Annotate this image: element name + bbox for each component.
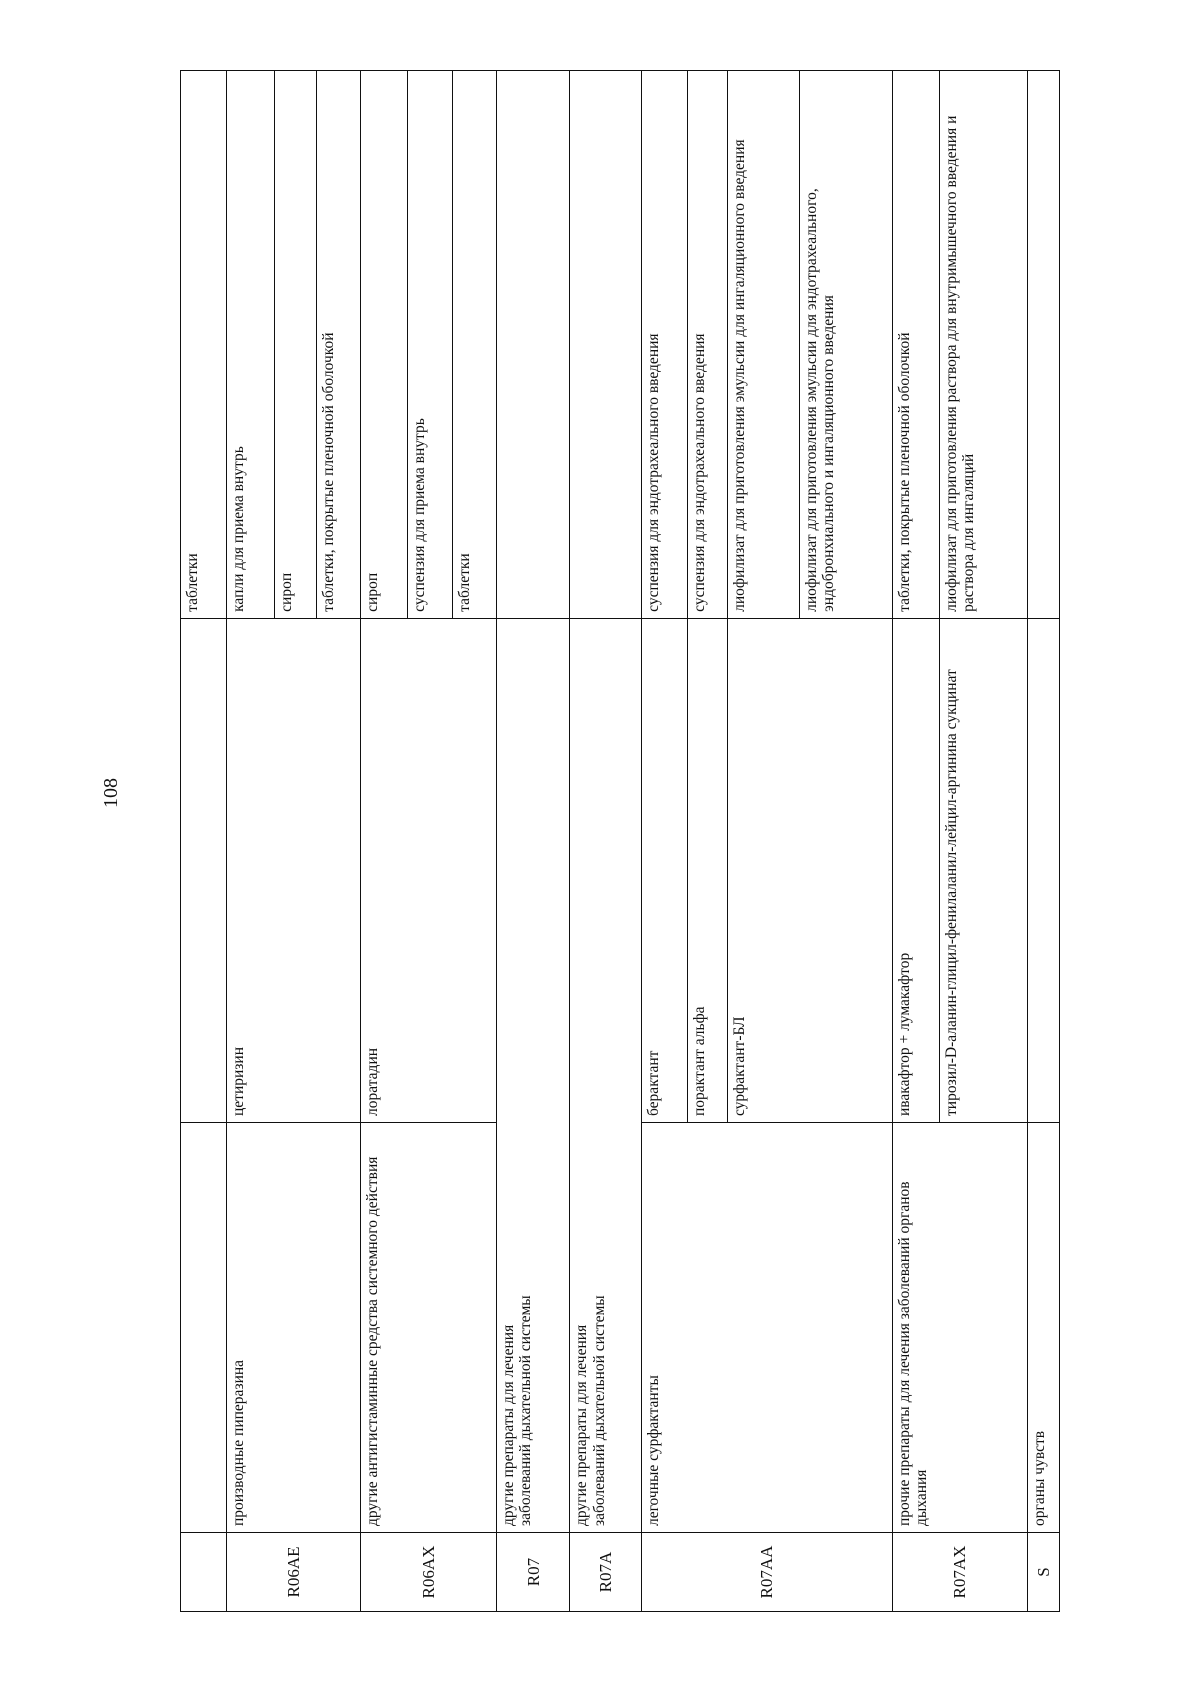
form-cell <box>1028 71 1060 619</box>
group-cell: другие антигистаминные средства системного действия <box>360 1123 496 1533</box>
code-cell: R06AX <box>360 1533 496 1612</box>
form-cell: лиофилизат для приготовления эмульсии для эндотрахеального, эндобронхиального и ингаляционного введения <box>799 71 892 619</box>
code-cell: R06AE <box>227 1533 361 1612</box>
form-cell: суспензия для эндотрахеального введения <box>688 71 728 619</box>
drug-cell: ивакафтор + лумакафтор <box>892 618 939 1122</box>
form-cell: капли для приема внутрь <box>227 71 274 619</box>
form-cell: таблетки, покрытые пленочной оболочкой <box>892 71 939 619</box>
code-cell <box>181 1533 227 1612</box>
rotated-table-container <box>180 70 1060 1612</box>
form-cell <box>570 71 642 619</box>
drug-cell: берактант <box>642 618 688 1122</box>
drug-table <box>180 70 1060 1612</box>
code-cell: R07AX <box>892 1533 1028 1612</box>
table-row <box>892 71 939 1612</box>
drug-cell: тирозил-D-аланин-глицил-фенилаланил-лейцил-аргинина сукцинат <box>939 618 1027 1122</box>
form-cell: сироп <box>360 71 407 619</box>
drug-cell: лоратадин <box>360 618 496 1122</box>
drug-cell <box>1028 618 1060 1122</box>
group-cell <box>496 618 570 1532</box>
table-row <box>1028 71 1060 1612</box>
table-row <box>570 71 642 1612</box>
form-cell: таблетки <box>452 71 496 619</box>
group-cell: органы чувств <box>1028 1123 1060 1533</box>
group-cell <box>570 618 642 1532</box>
form-cell: суспензия для эндотрахеального введения <box>642 71 688 619</box>
table-row <box>227 71 274 1612</box>
form-cell: таблетки <box>181 71 227 619</box>
form-cell: лиофилизат для приготовления раствора для внутримышечного введения и раствора для ингаляций <box>939 71 1027 619</box>
form-cell: суспензия для приема внутрь <box>408 71 452 619</box>
form-cell: таблетки, покрытые пленочной оболочкой <box>316 71 360 619</box>
code-cell: R07A <box>570 1533 642 1612</box>
table-row <box>181 71 227 1612</box>
group-cell: легочные сурфактанты <box>642 1123 893 1533</box>
table-row <box>360 71 407 1612</box>
drug-cell: цетиризин <box>227 618 361 1122</box>
page-number: 108 <box>100 778 122 808</box>
group-cell: производные пиперазина <box>227 1123 361 1533</box>
drug-cell: порактант альфа <box>688 618 728 1122</box>
form-cell: лиофилизат для приготовления эмульсии для ингаляционного введения <box>728 71 800 619</box>
form-cell <box>496 71 570 619</box>
group-cell: прочие препараты для лечения заболеваний органов дыхания <box>892 1123 1028 1533</box>
code-cell: R07AA <box>642 1533 893 1612</box>
table-row <box>642 71 688 1612</box>
drug-cell: сурфактант-БЛ <box>728 618 892 1122</box>
group-text: другие препараты для лечения заболеваний дыхательной системы <box>499 1295 535 1527</box>
drug-cell <box>181 618 227 1122</box>
table-row <box>496 71 570 1612</box>
group-text: другие препараты для лечения заболеваний дыхательной системы <box>573 1295 608 1527</box>
form-cell: сироп <box>274 71 316 619</box>
group-cell <box>181 1123 227 1533</box>
code-cell: S <box>1028 1533 1060 1612</box>
code-cell: R07 <box>496 1533 570 1612</box>
